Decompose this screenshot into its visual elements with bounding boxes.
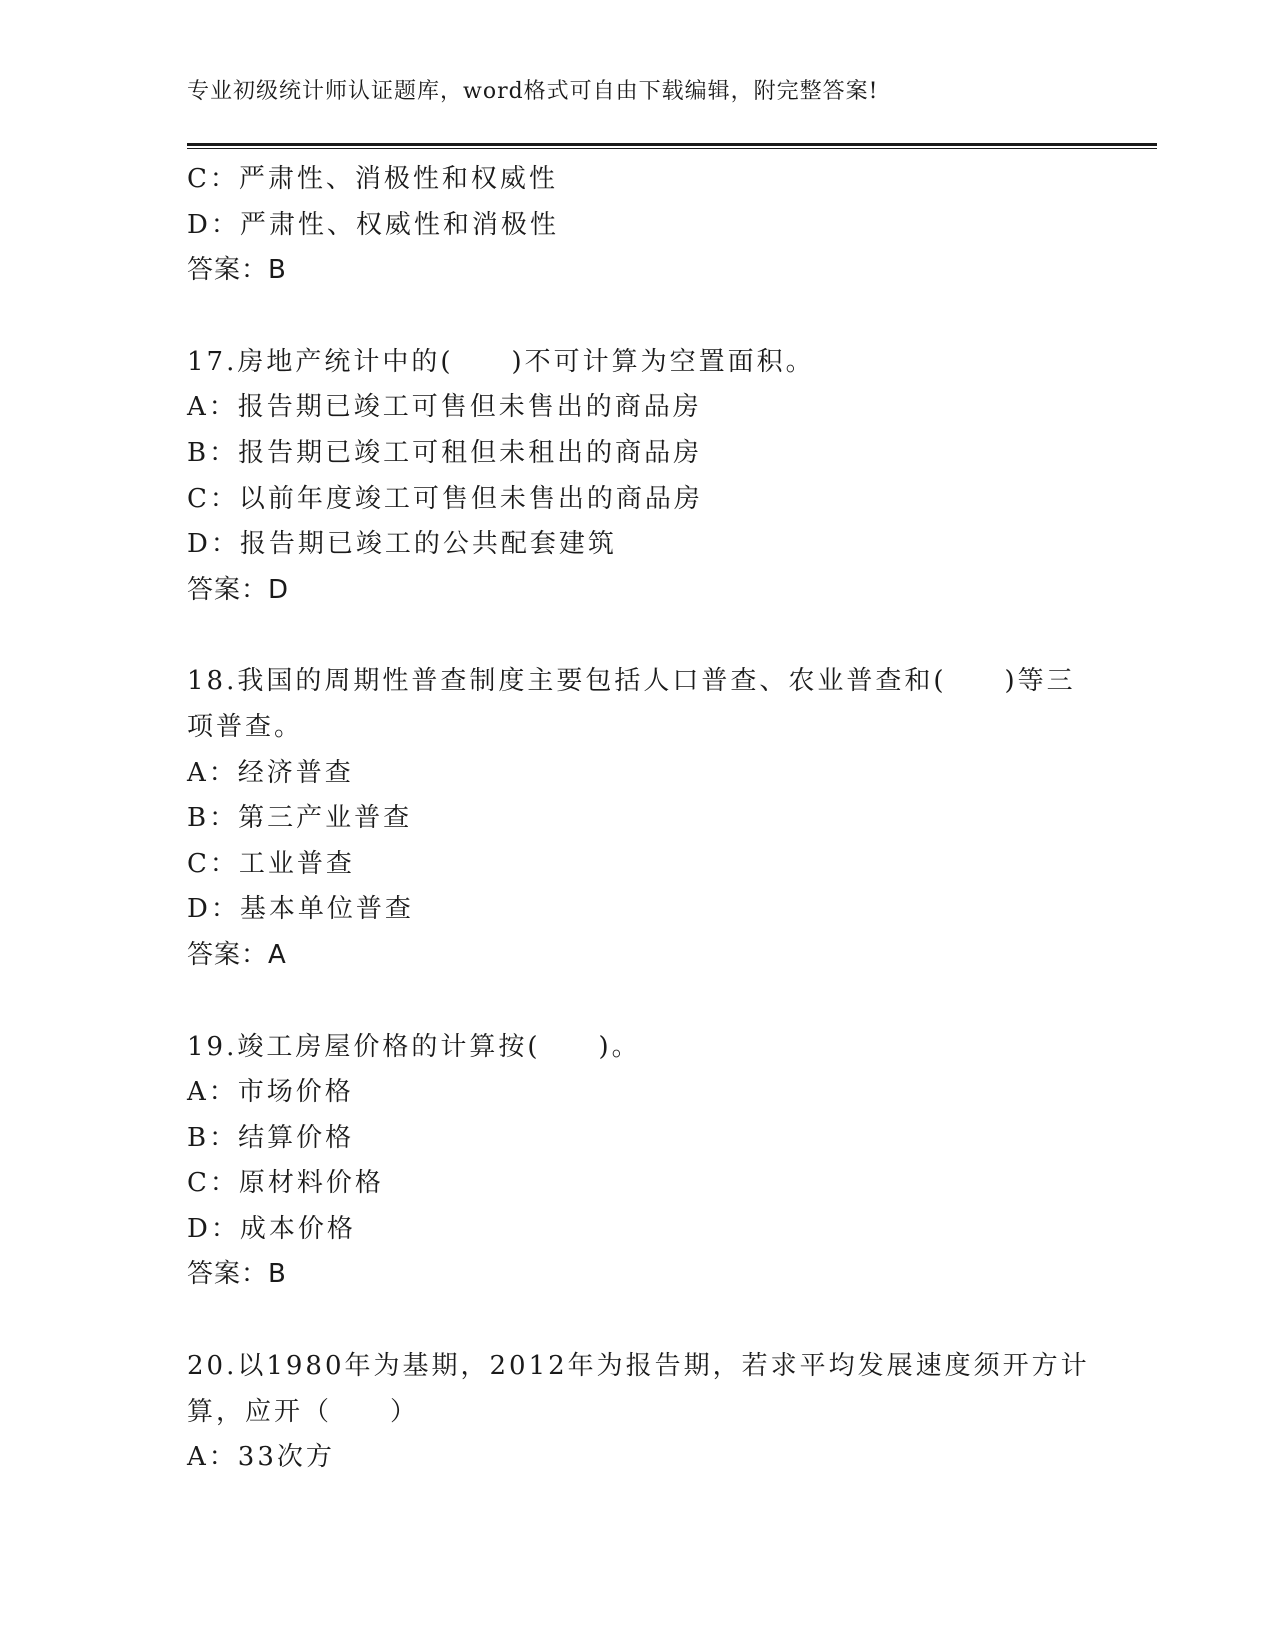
question-stem: 19.竣工房屋价格的计算按( )。 <box>187 1031 641 1062</box>
question-block-16 <box>187 157 1157 294</box>
block-gap <box>187 1298 1157 1344</box>
block-gap <box>187 294 1157 340</box>
question-stem: 18.我国的周期性普查制度主要包括人口普查、农业普查和( )等三 <box>187 666 1076 697</box>
option-b: B：报告期已竣工可租但未租出的商品房 <box>187 437 703 468</box>
option-a: A：市场价格 <box>187 1077 354 1108</box>
option-b: B：第三产业普查 <box>187 803 413 834</box>
option-a: A：33次方 <box>187 1442 335 1473</box>
question-stem-continued: 算，应开（ ） <box>187 1396 420 1427</box>
block-gap <box>187 979 1157 1025</box>
question-stem-continued: 项普查。 <box>187 711 304 742</box>
option-b: B：结算价格 <box>187 1122 355 1153</box>
question-block-18 <box>187 659 1157 978</box>
answer-line: 答案：B <box>187 255 287 286</box>
option-d: D：基本单位普查 <box>187 894 414 925</box>
answer-line: 答案：D <box>187 574 290 605</box>
question-list <box>187 157 1157 1481</box>
option-c: C：严肃性、消极性和权威性 <box>187 164 558 194</box>
answer-line: 答案：A <box>187 939 287 970</box>
option-c: C：原材料价格 <box>187 1168 384 1199</box>
header-divider <box>187 143 1157 149</box>
question-block-20 <box>187 1344 1157 1481</box>
question-block-19 <box>187 1025 1157 1299</box>
option-c: C：工业普查 <box>187 848 355 879</box>
option-c: C：以前年度竣工可售但未售出的商品房 <box>187 483 703 514</box>
answer-line: 答案：B <box>187 1259 287 1290</box>
option-a: A：报告期已竣工可售但未售出的商品房 <box>187 392 702 423</box>
page-header: 专业初级统计师认证题库，word格式可自由下载编辑，附完整答案! <box>187 79 879 104</box>
block-gap <box>187 613 1157 659</box>
option-a: A：经济普查 <box>187 757 354 788</box>
question-block-17 <box>187 340 1157 614</box>
option-d: D：报告期已竣工的公共配套建筑 <box>187 529 617 560</box>
question-stem: 17.房地产统计中的( )不可计算为空置面积。 <box>187 346 815 377</box>
option-d: D：成本价格 <box>187 1213 356 1244</box>
question-stem: 20.以1980年为基期，2012年为报告期，若求平均发展速度须开方计 <box>187 1351 1090 1382</box>
option-d: D：严肃性、权威性和消极性 <box>187 209 559 240</box>
